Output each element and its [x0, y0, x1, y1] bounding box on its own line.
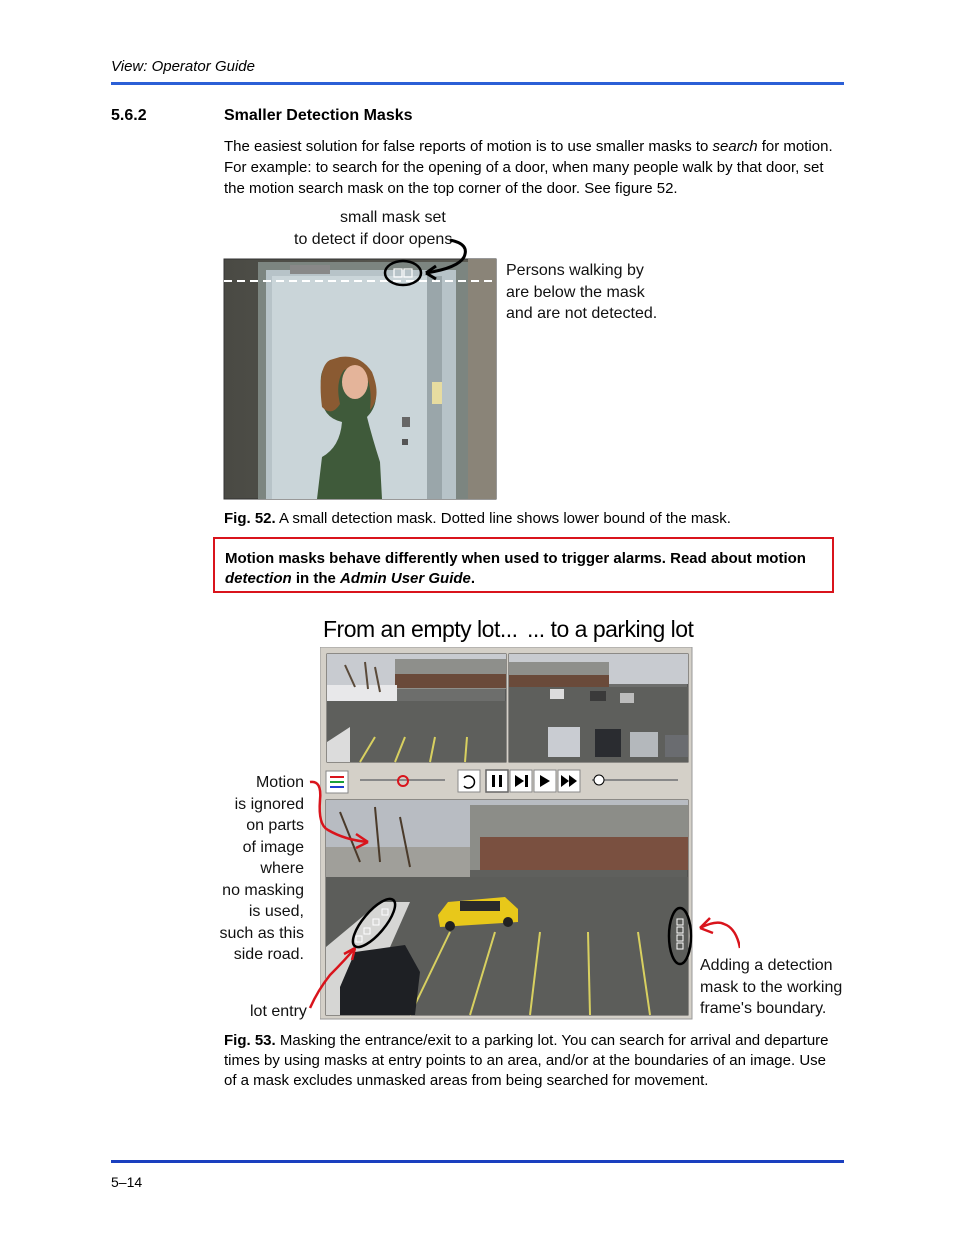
adding-line: frame's boundary.	[700, 1000, 827, 1017]
fig52-mask-label-line2: to detect if door opens	[294, 231, 453, 248]
fig53-title-right: ... to a parking lot	[527, 616, 694, 642]
fig53-title-left: From an empty lot...	[323, 616, 518, 642]
ignored-line: Motion	[255, 774, 304, 791]
fig52-caption	[224, 509, 844, 529]
ignored-line: of image	[242, 838, 304, 856]
fig53-caption-text: Masking the entrance/exit to a parking lot. You can search for arrival and departure times by using masks at entry points to an area, and/or at the boundaries of an image. Use of a mask excludes unmasked areas from being searched for movement.	[224, 1032, 829, 1089]
header-rule	[111, 82, 844, 85]
fig53-lot-entry-label: lot entry	[250, 1003, 307, 1020]
ignored-line: where	[260, 860, 304, 877]
fig53-motion-ignored-label	[200, 772, 304, 966]
paragraph-emphasis: search	[712, 138, 758, 155]
fig53-adding-mask-label	[700, 955, 842, 1020]
footer-rule	[111, 1160, 844, 1163]
fig53-annotation-arrows	[300, 770, 740, 1030]
fig52-caption-text: A small detection mask. Dotted line shows lower bound of the mask.	[275, 510, 731, 527]
fig52-persons-label-line1: Persons walking by	[506, 262, 644, 279]
fig52-door-image	[222, 232, 502, 502]
fig52-persons-label-line2: are below the mask	[506, 284, 645, 301]
ignored-line: such as this	[219, 924, 304, 942]
ignored-line: is used,	[248, 903, 304, 920]
alert-box	[213, 537, 834, 593]
parking-lot-frame	[509, 654, 688, 762]
fig52-mask-label-line1: small mask set	[340, 209, 446, 226]
section-paragraph	[224, 136, 834, 199]
empty-lot-frame	[327, 654, 506, 762]
adding-line: mask to the working	[700, 978, 843, 996]
running-header: View: Operator Guide	[111, 58, 255, 75]
ignored-line: is ignored	[234, 795, 304, 813]
alert-text-3: .	[470, 570, 476, 587]
fig52-persons-label-line3: and are not detected.	[506, 305, 658, 322]
alert-emphasis-2: Admin User Guide	[340, 570, 471, 587]
alert-emphasis-1: detection	[225, 570, 292, 587]
page-number: 5–14	[111, 1174, 143, 1190]
section-title: Smaller Detection Masks	[224, 107, 413, 124]
alert-text-2: in the	[291, 570, 341, 587]
paragraph-text-1: The easiest solution for false reports of motion is to use smaller masks to	[224, 138, 713, 155]
ignored-line: on parts	[246, 817, 304, 834]
fig53-caption-label: Fig. 53.	[224, 1032, 276, 1049]
ignored-line: side road.	[233, 946, 304, 963]
fig52-caption-label: Fig. 52.	[224, 510, 276, 527]
section-number: 5.6.2	[111, 107, 147, 124]
adding-line: Adding a detection	[700, 957, 833, 974]
alert-text-1: Motion masks behave differently when used to trigger alarms. Read about motion	[225, 550, 806, 567]
ignored-line: no masking	[222, 881, 304, 899]
paragraph-text-2: for motion. For example: to search for the opening of a door, when many people walk by that door, set the motion search mask on the top corner of the door. See figure 52.	[224, 138, 833, 197]
fig53-caption	[224, 1031, 842, 1091]
